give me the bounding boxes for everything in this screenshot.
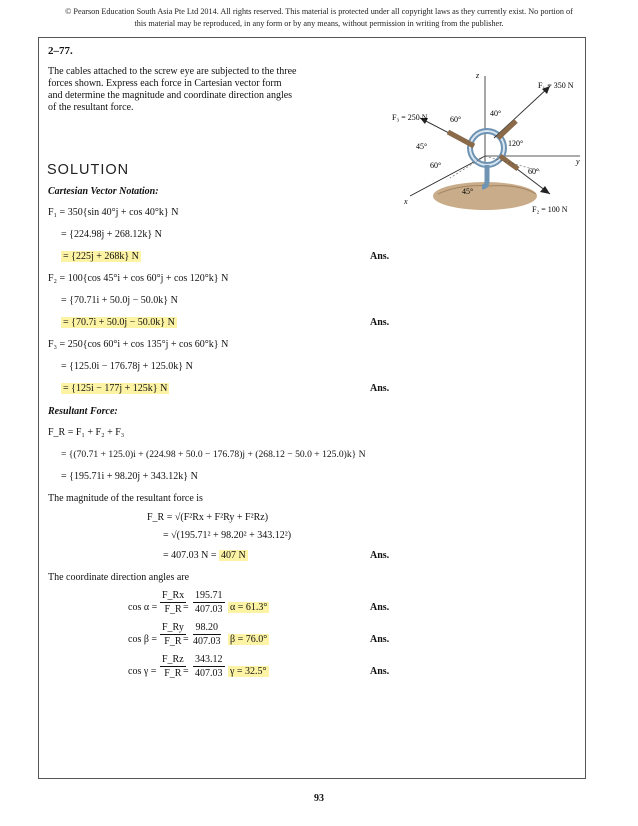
fr-line3: = {195.71i + 98.20j + 343.12k} N (61, 471, 198, 482)
ans-alpha: Ans. (370, 602, 390, 613)
alpha-den: 407.03 (195, 604, 223, 615)
f2-line1: F₂ = 100{cos 45°i + cos 60°j + cos 120°k} N (48, 273, 229, 284)
alpha-numeric-fraction (193, 590, 225, 616)
fr-line1: F_R = F₁ + F₂ + F₃ (48, 427, 125, 438)
beta-num: 98.20 (193, 622, 221, 635)
ans-f2: Ans. (370, 317, 390, 328)
alpha-result-highlight: α = 61.3° (230, 602, 268, 613)
cos-alpha-label: cos α = (128, 602, 158, 613)
angle-40: 40° (490, 109, 502, 118)
angle-45-bottom: 45° (462, 187, 474, 196)
f1-line3 (61, 251, 141, 263)
page-number: 93 (314, 793, 324, 804)
f1-result-highlight: = {225j + 268k} N (63, 251, 139, 262)
cos-beta-label: cos β = (128, 634, 158, 645)
ans-f3: Ans. (370, 383, 390, 394)
f2-result-highlight: = {70.7i + 50.0j − 50.0k} N (63, 317, 175, 328)
x-axis-label: x (404, 197, 408, 206)
gamma-result-highlight: γ = 32.5° (230, 666, 267, 677)
f3-line2: = {125.0i − 176.78j + 125.0k} N (61, 361, 193, 372)
f1-label: F₁ = 350 N (538, 81, 574, 90)
problem-statement: The cables attached to the screw eye are subjected to the three forces shown. Express each force in Cartesian vector form and determine the magnitude and coordinate direction angles of the resultant force. (48, 66, 297, 113)
beta-symbolic-fraction (160, 622, 186, 648)
copyright-notice: © Pearson Education South Asia Pte Ltd 2014. All rights reserved. This material is protected under all copyright laws as they currently exist. No portion of this material may be reproduced, in any form or by any means, without permission in writing from the publisher. (65, 7, 573, 28)
alpha-frac-num: F_Rx (162, 590, 185, 601)
gamma-frac-den: F_R (164, 668, 182, 679)
f1-line2: = {224.98j + 268.12k} N (61, 229, 162, 240)
screw-eye-figure (390, 66, 586, 226)
gamma-symbolic-fraction (160, 654, 186, 680)
ans-beta: Ans. (370, 634, 390, 645)
gamma-num: 343.12 (195, 654, 223, 665)
beta-result-highlight: β = 76.0° (230, 634, 268, 645)
beta-numeric-fraction (193, 622, 221, 648)
ans-magnitude: Ans. (370, 550, 390, 561)
f2-line2: = {70.71i + 50.0j − 50.0k} N (61, 295, 178, 306)
f1-cable (498, 121, 516, 138)
f2-label: F₂ = 100 N (532, 205, 568, 214)
angle-45-left: 45° (416, 142, 428, 151)
angles-intro: The coordinate direction angles are (48, 572, 190, 583)
alpha-num: 195.71 (195, 590, 223, 601)
magnitude-line1: F_R = √(F²Rx + F²Ry + F²Rz) (147, 512, 269, 523)
cos-gamma-label: cos γ = (128, 666, 157, 677)
z-axis-label: z (476, 71, 480, 80)
cartesian-heading: Cartesian Vector Notation: (48, 186, 159, 197)
angle-120: 120° (508, 139, 524, 148)
beta-den: 407.03 (193, 636, 221, 647)
gamma-numeric-fraction (193, 654, 225, 680)
magnitude-value: = 407.03 N = (163, 550, 220, 561)
magnitude-line3 (163, 550, 248, 562)
ans-f1: Ans. (370, 251, 390, 262)
force-diagram (390, 66, 586, 226)
f2-line3 (61, 317, 177, 329)
solution-title: SOLUTION (47, 162, 130, 178)
angle-60-right: 60° (528, 167, 540, 176)
magnitude-result-highlight: 407 N (221, 550, 246, 561)
f3-result-highlight: = {125i − 177j + 125k} N (63, 383, 168, 394)
alpha-frac-den: F_R (164, 604, 182, 615)
gamma-frac-num: F_Rz (162, 654, 184, 665)
beta-frac-num: F_Ry (162, 622, 184, 633)
beta-frac-den: F_R (164, 636, 182, 647)
y-axis-label: y (576, 157, 580, 166)
gamma-den: 407.03 (195, 668, 223, 679)
angle-60-left: 60° (430, 161, 442, 170)
magnitude-line2: = √(195.71² + 98.20² + 343.12²) (163, 530, 292, 541)
f1-line1: F₁ = 350{sin 40°j + cos 40°k} N (48, 207, 179, 218)
f3-label: F₃ = 250 N (392, 113, 428, 122)
f3-line3 (61, 383, 169, 395)
f3-line1: F₃ = 250{cos 60°i + cos 135°j + cos 60°k} N (48, 339, 229, 350)
angle-60-top: 60° (450, 115, 462, 124)
resultant-heading: Resultant Force: (48, 406, 118, 417)
magnitude-intro: The magnitude of the resultant force is (48, 493, 203, 504)
problem-number: 2–77. (48, 45, 73, 57)
fr-line2: = {(70.71 + 125.0)i + (224.98 + 50.0 − 176.78)j + (268.12 − 50.0 + 125.0)k} N (61, 449, 366, 460)
ans-gamma: Ans. (370, 666, 390, 677)
